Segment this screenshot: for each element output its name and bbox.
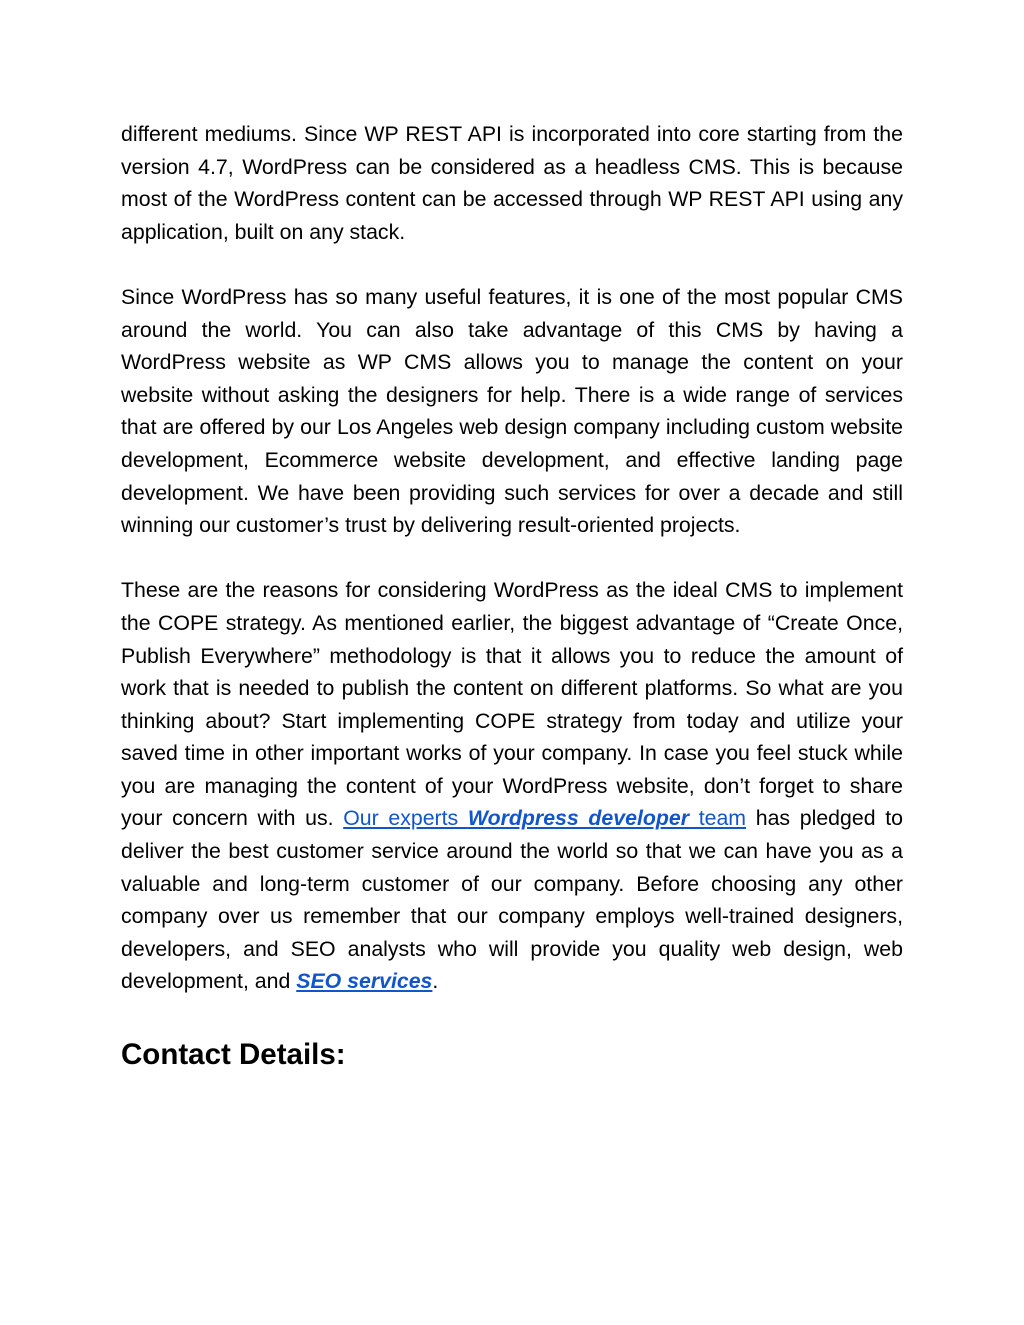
link-text-prefix: Our experts [343,806,468,831]
contact-details-heading: Contact Details: [121,1038,346,1072]
seo-services-link-text: SEO services [296,969,433,994]
document-page [121,118,903,1075]
paragraph-wordpress-features: Since WordPress has so many useful features, it is one of the most popular CMS around the world. You can also take advantage of this CMS by having a WordPress website as WP CMS allows you to manage the content on your website without asking the designers for help. There is a wide range of services that are offered by our Los Angeles web design company including custom website development, Ecommerce website development, and effective landing page development. We have been providing such services for over a decade and still winning our customer’s trust by delivering result-oriented projects. [121,284,903,538]
link-text-suffix: team [689,806,747,831]
paragraph-text-start: These are the reasons for considering WordPress as the ideal CMS to implement the COPE strategy. As mentioned earlier, the biggest advantage of “Create Once, Publish Everywhere” methodology is that it allows you to reduce the amount of work that is needed to publish the content on different platforms. So what are you thinking about? Start implementing COPE strategy from today and utilize your saved time in other important works of your company. In case you feel stuck while you are managing the content of your WordPress website, don’t forget to share your concern with us. [121,578,903,831]
wordpress-developer-team-link[interactable] [343,806,746,830]
paragraph-headless-cms: different mediums. Since WP REST API is incorporated into core starting from the version 4.7, WordPress can be considered as a headless CMS. This is because most of the WordPress content can be accessed through WP REST API using any application, built on any stack. [121,122,903,244]
paragraph-cope-strategy [121,574,903,998]
seo-services-link[interactable] [296,969,432,993]
paragraph-text-middle: has pledged to deliver the best customer service around the world so that we can have you as a valuable and long-term customer of our company. Before choosing any other company over us remember that our company employs well-trained designers, developers, and SEO analysts who will provide you quality web design, web development, and [121,806,903,994]
link-text-bold: Wordpress developer [467,806,690,831]
paragraph-text-end: . [432,969,439,994]
